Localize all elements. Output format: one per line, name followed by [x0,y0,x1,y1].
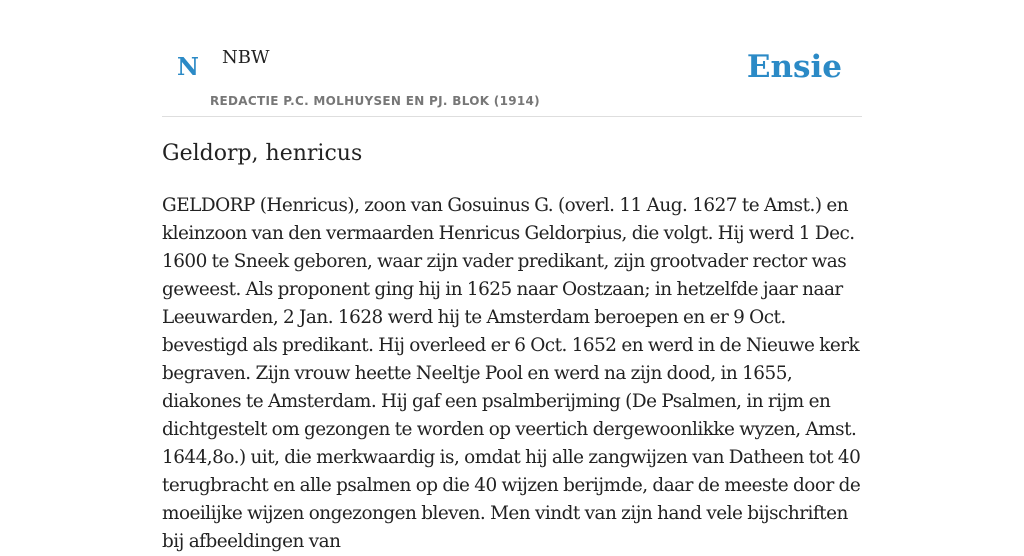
brand-logo[interactable]: Ensie [746,49,842,85]
article-body: GELDORP (Henricus), zoon van Gosuinus G. (overl. 11 Aug. 1627 te Amst.) en kleinzoon van den vermaarden Henricus Geldorpius, die volgt. Hij werd 1 Dec. 1600 te Sneek geboren, waar zijn vader predikant, zijn grootvader rector was geweest. Als proponent ging hij in 1625 naar Oostzaan; in hetzelfde jaar naar Leeuwarden, 2 Jan. 1628 werd hij te Amsterdam beroepen en er 9 Oct. bevestigd als predikant. Hij overleed er 6 Oct. 1652 en werd in de Nieuwe kerk begraven. Zijn vrouw heette Neeltje Pool en werd na zijn dood, in 1655, diakones te Amsterdam. Hij gaf een psalmberijming (De Psalmen, in rijm en dichtgestelt om gezongen te worden op veertich dergewoonlikke wyzen, Amst. 1644,8o.) uit, die merkwaardig is, omdat hij alle zangwijzen van Datheen tot 40 terugbracht en alle psalmen op die 40 wijzen berijmde, daar de meeste door de moeilijke wijzen ongezongen bleven. Men vindt van zijn hand vele bijschriften bij afbeeldingen van [162,195,861,552]
source-logo[interactable]: N [177,52,199,81]
source-header [162,0,862,117]
source-subtitle: REDACTIE P.C. MOLHUYSEN EN PJ. BLOK (1914) [210,94,540,108]
source-title[interactable]: NBW [222,47,270,68]
article-title: Geldorp, henricus [162,141,363,166]
